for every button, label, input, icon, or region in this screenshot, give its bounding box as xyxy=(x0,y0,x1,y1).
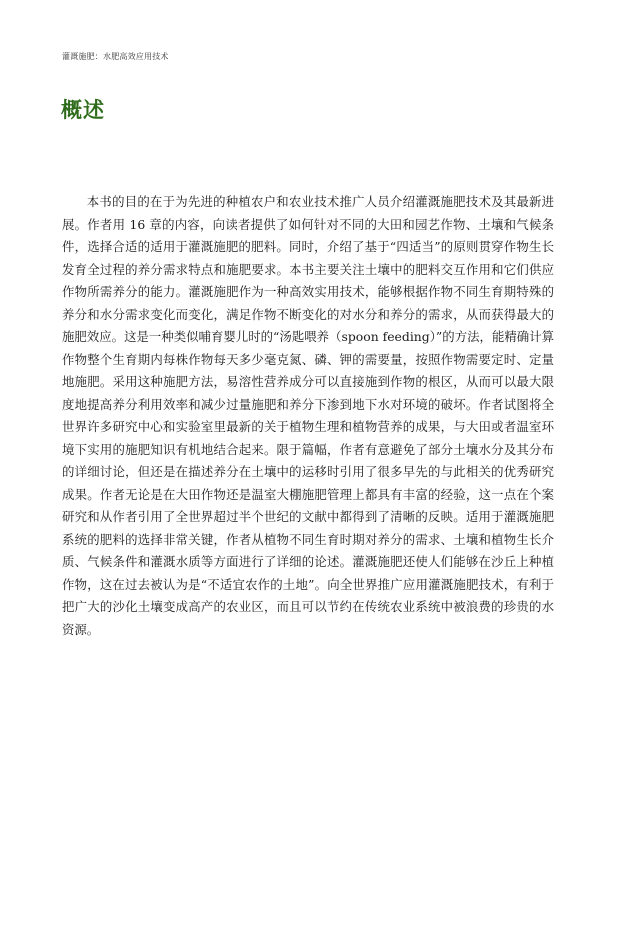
body-paragraph: 本书的目的在于为先进的种植农户和农业技术推广人员介绍灌溉施肥技术及其最新进展。作者用 16 章的内容，向读者提供了如何针对不同的大田和园艺作物、土壤和气候条件，选择合适的适用于灌溉施肥的肥料。同时，介绍了基于“四适当”的原则贯穿作物生长发育全过程的养分需求特点和施肥要求。本书主要关注土壤中的肥料交互作用和它们供应作物所需养分的能力。灌溉施肥作为一种高效实用技术，能够根据作物不同生育期特殊的养分和水分需求变化而变化，满足作物不断变化的对水分和养分的需求，从而获得最大的施肥效应。这是一种类似哺育婴儿时的“汤匙喂养（spoon feeding）”的方法，能精确计算作物整个生育期内每株作物每天多少毫克氮、磷、钾的需要量，按照作物需要定时、定量地施肥。采用这种施肥方法，易溶性营养成分可以直接施到作物的根区，从而可以最大限度地提高养分利用效率和减少过量施肥和养分下渗到地下水对环境的破坏。作者试图将全世界许多研究中心和实验室里最新的关于植物生理和植物营养的成果，与大田或者温室环境下实用的施肥知识有机地结合起来。限于篇幅，作者有意避免了部分土壤水分及其分布的详细讨论，但还是在描述养分在土壤中的运移时引用了很多早先的与此相关的优秀研究成果。作者无论是在大田作物还是温室大棚施肥管理上都具有丰富的经验，这一点在个案研究和从作者引用了全世界超过半个世纪的文献中都得到了清晰的反映。适用于灌溉施肥系统的肥料的选择非常关键，作者从植物不同生育时期对养分的需求、土壤和植物生长介质、气候条件和灌溉水质等方面进行了详细的论述。灌溉施肥还使人们能够在沙丘上种植作物，这在过去被认为是“不适宜农作的土地”。向全世界推广应用灌溉施肥技术，有利于把广大的沙化土壤变成高产的农业区，而且可以节约在传统农业系统中被浪费的珍贵的水资源。 xyxy=(62,194,554,637)
chapter-title: 概述 xyxy=(61,98,105,122)
running-header: 灌溉施肥：水肥高效应用技术 xyxy=(62,52,169,61)
